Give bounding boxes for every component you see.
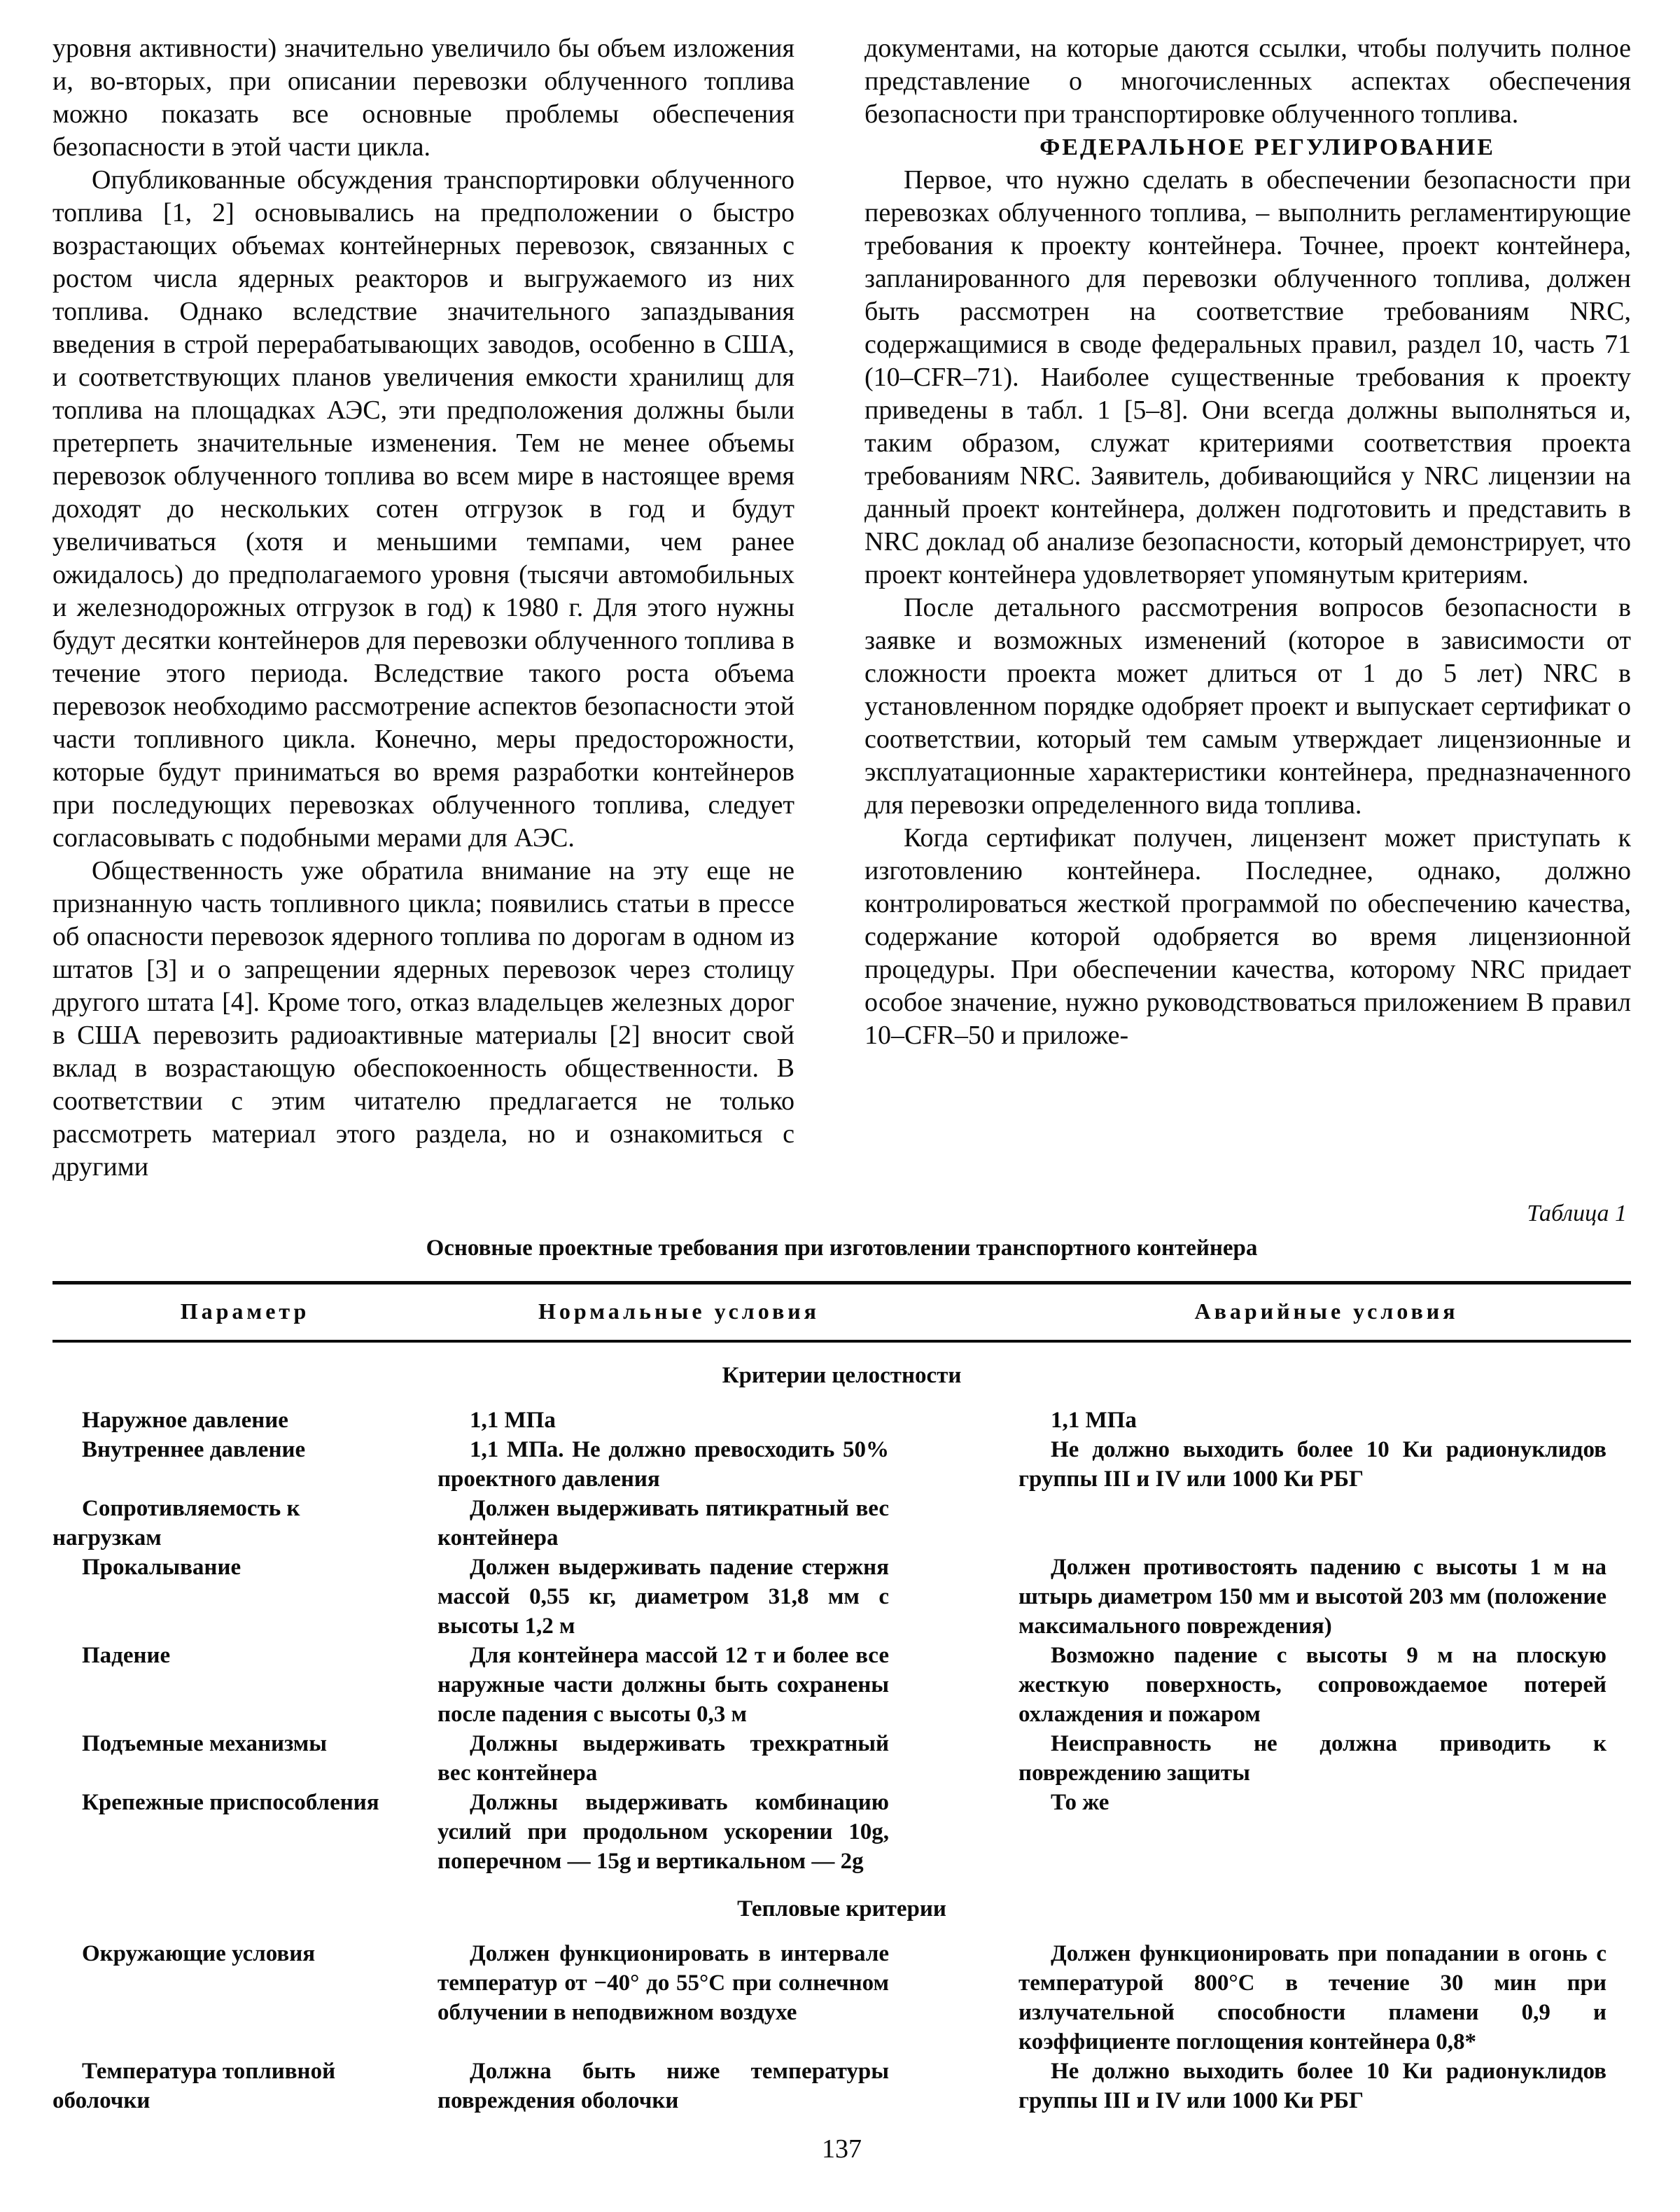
paragraph: Общественность уже обратила внимание на эту еще не признанную часть топливного цикла; появились статьи в прессе об опасности перевозок ядерного топлива по дорогам в одном из штатов [3] и о запрещении ядерных перевозок через столицу другого штата [4]. Кроме того, отказ владельцев железных дорог в США перевозить радиоактивные материалы [2] вносит свой вклад в возрастающую обеспокоенность общественности. В соответствии с этим читателю предлагается не только рассмотреть материал этого раздела, но и ознакомиться с другими [52, 856, 794, 1182]
table-header-row [52, 1284, 1631, 1340]
cell-emergency-conditions: Должен противостоять падению с высоты 1 м на штырь диаметром 150 мм и высотой 203 мм (положение максимального повреждения) [1018, 1555, 1606, 1639]
table-block [52, 1200, 1631, 2115]
cell-parameter: Температура топливной оболочки [52, 2059, 336, 2113]
cell-normal-conditions: Должен функционировать в интервале температур от −40° до 55°С при солнечном облучении в неподвижном воздухе [438, 1941, 889, 2025]
cell-parameter: Окружающие условия [82, 1941, 316, 1966]
table-row [52, 1406, 1631, 1435]
table-row [52, 1641, 1631, 1729]
table-caption: Таблица 1 [1527, 1200, 1627, 1226]
cell-emergency-conditions [1018, 1494, 1634, 1553]
paragraph: Когда сертификат получен, лицензент может приступать к изготовлению контейнера. Последнее, однако, должно контролироваться жесткой программой по обеспечению качества, содержание которой одобряется во время лицензионной процедуры. При обеспечении качества, которому NRC придает особое значение, нужно руководствоваться приложением В правил 10–CFR–50 и приложе- [864, 823, 1631, 1050]
cell-parameter: Сопротивляемость к нагрузкам [52, 1496, 300, 1550]
paragraph: После детального рассмотрения вопросов безопасности в заявке и возможных изменений (которое в зависимости от сложности проекта может длиться от 1 до 5 лет) NRC в установленном порядке одобряет проект и выпускает сертификат о соответствии, который тем самым утверждает лицензионные и эксплуатационные характеристики контейнера, предназначенного для перевозки определенного вида топлива. [864, 593, 1631, 820]
cell-parameter: Наружное давление [82, 1408, 288, 1433]
cell-normal-conditions: Должен выдерживать падение стержня массой 0,55 кг, диаметром 31,8 мм с высоты 1,2 м [438, 1555, 889, 1639]
paragraph: Опубликованные обсуждения транспортировки облученного топлива [1, 2] основывались на предположении о быстро возрастающих объемах контейнерных перевозок, связанных с ростом числа ядерных реакторов и выгружаемого из них топлива. Однако вследствие значительного запаздывания введения в строй перерабатывающих заводов, особенно в США, и соответствующих планов увеличения емкости хранилищ для топлива на площадках АЭС, эти предположения должны были претерпеть значительные изменения. Тем не менее объемы перевозок облученного топлива во всем мире в настоящее время доходят до нескольких сотен отгрузок в год и будут увеличиваться (хотя и меньшими темпами, чем ранее ожидалось) до предполагаемого уровня (тысячи автомобильных и железнодорожных отгрузок в год) к 1980 г. Для этого нужны будут десятки контейнеров для перевозки облученного топлива в течение этого периода. Вследствие такого роста объема перевозок необходимо рассмотрение аспектов безопасности этой части топливного цикла. Конечно, меры предосторожности, которые будут приниматься во время разработки контейнеров при последующих перевозках облученного топлива, следует согласовывать с подобными мерами для АЭС. [52, 165, 794, 853]
table-row [52, 1939, 1631, 2057]
cell-normal-conditions: Должны выдерживать комбинацию усилий при продольном ускорении 10g, поперечном — 15g и вертикальном — 2g [438, 1790, 889, 1874]
cell-emergency-conditions: Не должно выходить более 10 Ки радионуклидов группы III и IV или 1000 Ки РБГ [1018, 2059, 1606, 2113]
cell-normal-conditions: 1,1 МПа. Не должно превосходить 50% проектного давления [438, 1437, 889, 1492]
cell-emergency-conditions: Возможно падение с высоты 9 м на плоскую жесткую поверхность, сопровождаемое потерей охлаждения и пожаром [1018, 1643, 1606, 1727]
table-row [52, 1729, 1631, 1788]
cell-parameter: Прокалывание [82, 1555, 241, 1580]
paragraph: документами, на которые даются ссылки, чтобы получить полное представление о многочисленных аспектах обеспечения безопасности при транспортировке облученного топлива. [864, 34, 1631, 129]
cell-emergency-conditions: Должен функционировать при попадании в огонь с температурой 800°С в течение 30 мин при излучательной способности пламени 0,9 и коэффициенте поглощения контейнера 0,8* [1018, 1941, 1606, 2054]
cell-normal-conditions: Для контейнера массой 12 т и более все наружные части должны быть сохранены после падения с высоты 0,3 м [438, 1643, 889, 1727]
table-section-title: Критерии целостности [722, 1363, 962, 1388]
cell-emergency-conditions: То же [1051, 1790, 1110, 1815]
cell-parameter: Крепежные приспособления [82, 1790, 379, 1815]
section-heading: ФЕДЕРАЛЬНОЕ РЕГУЛИРОВАНИЕ [1040, 134, 1495, 160]
cell-emergency-conditions: Не должно выходить более 10 Ки радионуклидов группы III и IV или 1000 Ки РБГ [1018, 1437, 1606, 1492]
cell-normal-conditions: 1,1 МПа [470, 1408, 556, 1433]
column-header-parameter: Параметр [180, 1298, 310, 1324]
cell-parameter: Подъемные механизмы [82, 1731, 328, 1756]
table-body [52, 1361, 1631, 2115]
table-row [52, 1553, 1631, 1641]
cell-parameter: Внутреннее давление [82, 1437, 306, 1462]
cell-emergency-conditions: Неисправность не должна приводить к повреждению защиты [1018, 1731, 1606, 1786]
text-columns [52, 32, 1631, 1184]
left-text-column [52, 32, 794, 1184]
column-header-emergency-conditions: Аварийные условия [1194, 1298, 1459, 1324]
cell-emergency-conditions: 1,1 МПа [1051, 1408, 1137, 1433]
table-row [52, 1494, 1631, 1553]
paragraph: уровня активности) значительно увеличило бы объем изложения и, во-вторых, при описании перевозки облученного топлива можно показать все основные проблемы обеспечения безопасности в этой части цикла. [52, 34, 794, 162]
page-number: 137 [822, 2134, 862, 2164]
table-section-title: Тепловые критерии [737, 1896, 946, 1921]
table-row [52, 2057, 1631, 2115]
cell-parameter: Падение [82, 1643, 171, 1668]
cell-normal-conditions: Должна быть ниже температуры повреждения оболочки [438, 2059, 889, 2113]
paragraph: Первое, что нужно сделать в обеспечении безопасности при перевозках облученного топлива, – выполнить регламентирующие требования к проекту контейнера. Точнее, проект контейнера, запланированного для перевозки облученного топлива, должен быть рассмотрен на соответствие требованиям NRC, содержащимися в своде федеральных правил, раздел 10, часть 71 (10–CFR–71). Наиболее существенные требования к проекту приведены в табл. 1 [5–8]. Они всегда должны выполняться и, таким образом, служат критериями соответствия проекта требованиям NRC. Заявитель, добивающийся у NRC лицензии на данный проект контейнера, должен подготовить и представить в NRC доклад об анализе безопасности, который демонстрирует, что проект контейнера удовлетворяет упомянутым критериям. [864, 165, 1631, 589]
table-row [52, 1435, 1631, 1494]
table-header-rule [52, 1340, 1631, 1343]
table-row [52, 1788, 1631, 1876]
column-header-normal-conditions: Нормальные условия [538, 1298, 820, 1324]
cell-normal-conditions: Должны выдерживать трехкратный вес контейнера [438, 1731, 889, 1786]
cell-normal-conditions: Должен выдерживать пятикратный вес контейнера [438, 1496, 889, 1550]
table-title: Основные проектные требования при изготовлении транспортного контейнера [426, 1236, 1258, 1261]
right-text-column [864, 32, 1631, 1184]
